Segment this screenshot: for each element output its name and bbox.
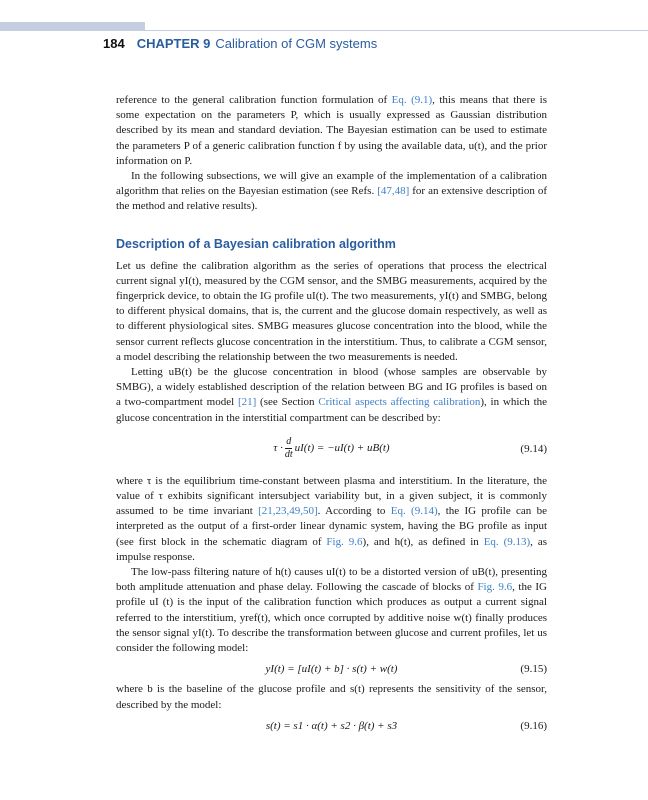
chapter-title: Calibration of CGM systems: [215, 36, 378, 51]
eq-9-1-link[interactable]: Eq. (9.1): [391, 94, 433, 106]
text: reference to the general calibration function formulation of: [116, 94, 392, 106]
equation-9-15: [116, 661, 547, 677]
page-number: 184: [103, 36, 125, 51]
eq-body: uI(t) = −uI(t) + uB(t): [294, 442, 390, 455]
paragraph-7: where b is the baseline of the glucose profile and s(t) represents the sensitivity of the sensor, described by the model:: [116, 683, 547, 711]
equation-9-16: [116, 718, 547, 734]
page-body: [116, 93, 547, 739]
equation-label: (9.15): [520, 663, 547, 676]
text: , as impulse response.: [116, 535, 548, 563]
eq-body: yI(t) = [uI(t) + b] · s(t) + w(t): [265, 663, 398, 676]
text: Letting uB(t) be the glucose concentration in blood (whose samples are observable by SMBG), a widely established description of the relation between BG and IG profiles is based on a two-compartment model: [116, 366, 547, 409]
text: , the IG profile can be interpreted as the output of a first-order linear dynamic system, having the BG profile as input (see first block in the schematic diagram of: [116, 505, 547, 548]
paragraph-2: [116, 169, 547, 215]
eq-tau: τ ·: [273, 442, 283, 455]
ref-21-link[interactable]: [21]: [237, 396, 257, 409]
text: for an extensive description of the method and relative results).: [116, 185, 547, 213]
text: ), in which the glucose concentration in the interstitial compartment can be described by:: [116, 396, 548, 424]
text: In the following subsections, we will give an example of the implementation of a calibration algorithm that relies on the Bayesian estimation (see Refs.: [116, 170, 547, 198]
equation-label: (9.16): [520, 719, 547, 732]
header-accent-bar: [0, 22, 145, 31]
eq-9-13-link[interactable]: Eq. (9.13): [483, 535, 531, 548]
fig-9-6-link[interactable]: Fig. 9.6: [326, 535, 363, 548]
text: , this means that there is some expectation on the parameters P, which is usually expressed as Gaussian distribution described by its mean and standard deviation. The Bayesian estimation can be used to estimate the parameters P of a generic calibration function f by using the available data, u(t), and the prior information on P.: [116, 94, 547, 167]
paragraph-4: [116, 365, 547, 426]
text: The low-pass filtering nature of h(t) causes uI(t) to be a distorted version of uB(t), presenting both amplitude attenuation and phase delay. Following the cascade of blocks of: [116, 566, 547, 594]
frac-denominator: dt: [284, 449, 293, 461]
paragraph-5: [116, 474, 547, 565]
frac-numerator: d: [286, 436, 292, 448]
chapter-label: CHAPTER 9: [136, 36, 211, 51]
text: . According to: [317, 505, 391, 518]
equation-label: (9.14): [520, 442, 547, 455]
section-heading: Description of a Bayesian calibration algorithm: [116, 236, 396, 251]
text: ), and h(t), as defined in: [362, 535, 484, 548]
text: , the IG profile uI (t) is the input of the calibration function which produces as output a current signal referred to the interstitium, yref(t), which once corrupted by additive noise w(t) finally produces the sensor signal yI(t). To describe the transformation between glucose and current profiles, let us consider the following model:: [116, 581, 547, 655]
fig-9-6-link[interactable]: Fig. 9.6: [477, 581, 513, 594]
paragraph-1: [116, 93, 547, 169]
paragraph-3: Let us define the calibration algorithm as the series of operations that process the electrical current signal yI(t), measured by the CGM sensor, and the SMBG measurements, acquired by the fingerprick device, to obtain the IG profile uI(t). The two measurements, yI(t) and SMBG, belong to different physical domains, that is, the current and the glucose domain respectively, as well as to different physiological sites. SMBG measures glucose concentration into the blood, while the sensor current reflects glucose concentration in the interstitium. Thus, to calibrate a CGM sensor, a model describing the relationship between the two measurements is needed.: [116, 259, 547, 363]
text: (see Section: [256, 396, 319, 409]
refs-link[interactable]: [21,23,49,50]: [258, 505, 318, 518]
text: where τ is the equilibrium time-constant between plasma and interstitium. In the literature, the value of τ exhibits significant intersubject variability but, in a given subject, it is commonly assumed to be time invariant: [116, 474, 547, 518]
header-rule: [145, 30, 648, 31]
eq-9-14-link[interactable]: Eq. (9.14): [390, 505, 438, 518]
section-link[interactable]: Critical aspects affecting calibration: [318, 396, 481, 409]
derivative-fraction: [285, 436, 293, 461]
refs-47-48-link[interactable]: [47,48]: [377, 185, 410, 198]
running-header: [103, 36, 377, 51]
eq-body: s(t) = s1 · α(t) + s2 · β(t) + s3: [265, 719, 398, 732]
paragraph-6: [116, 565, 547, 656]
equation-9-14: [116, 430, 547, 468]
